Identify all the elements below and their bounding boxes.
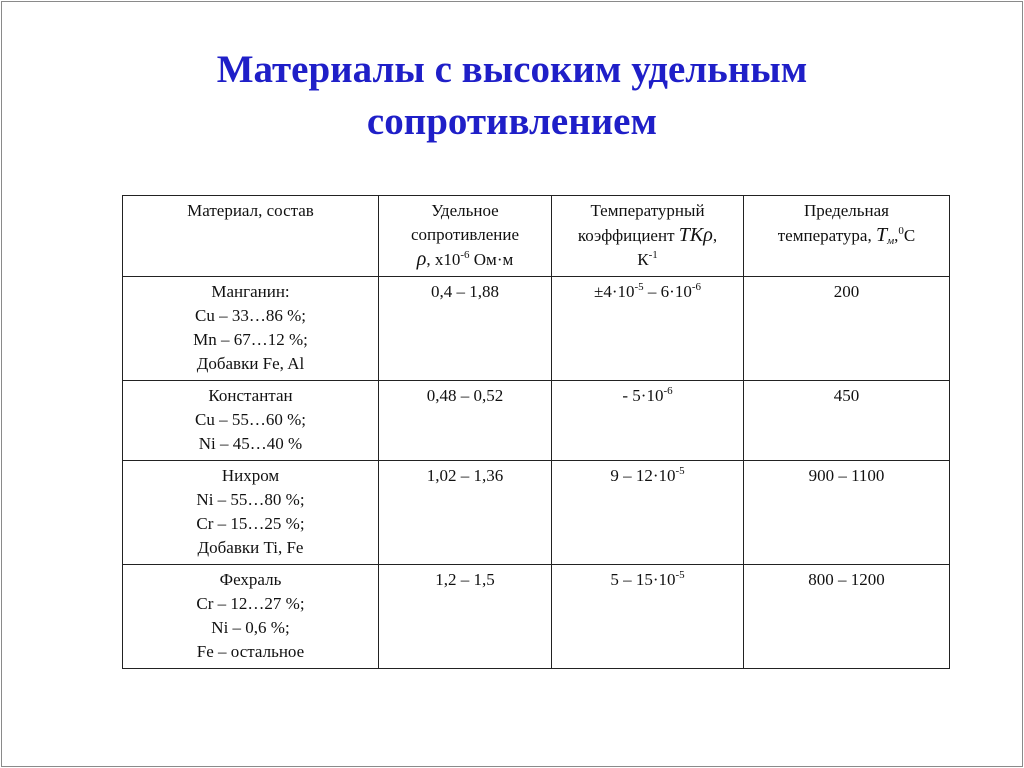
cell-line: [127, 304, 374, 328]
title-line-2: сопротивлением: [366, 100, 658, 143]
text: ,: [894, 226, 899, 245]
temp-coefficient-cell: [552, 461, 744, 565]
text: Фехраль: [219, 570, 282, 589]
header-resistivity-cell: [379, 196, 552, 277]
text: 1,2 – 1,5: [435, 570, 495, 589]
superscript: -5: [634, 281, 644, 293]
slide-title: [0, 44, 1024, 148]
text: - 5·10: [622, 386, 664, 405]
cell-line: [383, 464, 547, 488]
text: 1,02 – 1,36: [426, 466, 504, 485]
text: Удельное: [431, 201, 499, 220]
cell-line: [383, 568, 547, 592]
table-row: [123, 565, 950, 669]
cell-line: [127, 592, 374, 616]
header-max-temperature-cell: [744, 196, 950, 277]
text: Температурный: [590, 201, 705, 220]
resistivity-cell: [379, 381, 552, 461]
cell-line: [127, 488, 374, 512]
text: Ni – 55…80 %;: [196, 490, 305, 509]
table-header-row: [123, 196, 950, 277]
text: T: [875, 224, 888, 246]
max-temperature-cell: [744, 461, 950, 565]
text: С: [903, 226, 916, 245]
text: 450: [833, 386, 860, 405]
text: Mn – 67…12 %;: [193, 330, 308, 349]
temp-coefficient-cell: [552, 277, 744, 381]
cell-line: [127, 432, 374, 456]
material-cell: [123, 565, 379, 669]
material-cell: [123, 277, 379, 381]
text: ±4·10: [593, 282, 635, 301]
cell-line: [556, 199, 739, 223]
superscript: -6: [460, 249, 470, 261]
cell-line: [127, 328, 374, 352]
text: Fe – остальное: [196, 642, 305, 661]
text: Cr – 15…25 %;: [196, 514, 305, 533]
text: Манганин:: [211, 282, 290, 301]
title-line-1: Материалы с высоким удельным: [216, 48, 808, 91]
cell-line: [748, 223, 945, 248]
material-cell: [123, 461, 379, 565]
table-row: [123, 461, 950, 565]
text: коэффициент: [577, 226, 679, 245]
subscript: м: [887, 235, 895, 247]
text: 0,48 – 0,52: [426, 386, 504, 405]
materials-table: [122, 195, 950, 669]
text: сопротивление: [410, 225, 520, 244]
cell-line: [127, 199, 374, 223]
cell-line: [556, 568, 739, 592]
cell-line: [127, 616, 374, 640]
cell-line: [383, 384, 547, 408]
cell-line: [556, 280, 739, 304]
superscript: 0: [898, 225, 904, 237]
text: 200: [833, 282, 860, 301]
temp-coefficient-cell: [552, 565, 744, 669]
text: 5 – 15·10: [610, 570, 676, 589]
table-row: [123, 277, 950, 381]
superscript: -6: [663, 385, 673, 397]
text: Ом·м: [469, 250, 514, 269]
text: TKρ: [678, 224, 713, 246]
resistivity-cell: [379, 461, 552, 565]
cell-line: [383, 223, 547, 247]
text: 900 – 1100: [808, 466, 885, 485]
text: Предельная: [804, 201, 889, 220]
table-row: [123, 381, 950, 461]
text: Cu – 33…86 %;: [195, 306, 306, 325]
text: , x10: [426, 250, 461, 269]
text: Материал, состав: [187, 201, 314, 220]
superscript: -5: [675, 465, 685, 477]
cell-line: [748, 568, 945, 592]
header-material-cell: [123, 196, 379, 277]
superscript: -6: [691, 281, 701, 293]
max-temperature-cell: [744, 381, 950, 461]
cell-line: [383, 247, 547, 272]
cell-line: [556, 464, 739, 488]
text: 9 – 12·10: [610, 466, 676, 485]
text: 800 – 1200: [808, 570, 885, 589]
cell-line: [748, 384, 945, 408]
text: 0,4 – 1,88: [431, 282, 499, 301]
max-temperature-cell: [744, 277, 950, 381]
cell-line: [127, 352, 374, 376]
max-temperature-cell: [744, 565, 950, 669]
cell-line: [127, 384, 374, 408]
cell-line: [127, 640, 374, 664]
text: К: [637, 250, 649, 269]
cell-line: [556, 248, 739, 272]
text: Cu – 55…60 %;: [195, 410, 306, 429]
resistivity-cell: [379, 565, 552, 669]
text: Добавки Fe, Al: [196, 354, 305, 373]
cell-line: [748, 280, 945, 304]
superscript: -5: [675, 569, 685, 581]
text: Ni – 45…40 %: [198, 434, 303, 453]
cell-line: [127, 568, 374, 592]
text: Добавки Ti, Fe: [197, 538, 304, 557]
superscript: -1: [648, 249, 658, 261]
resistivity-cell: [379, 277, 552, 381]
cell-line: [127, 512, 374, 536]
cell-line: [383, 199, 547, 223]
cell-line: [748, 199, 945, 223]
cell-line: [127, 464, 374, 488]
text: ,: [712, 226, 718, 245]
cell-line: [127, 280, 374, 304]
text: Ni – 0,6 %;: [211, 618, 290, 637]
text: температура,: [777, 226, 876, 245]
cell-line: [556, 384, 739, 408]
material-cell: [123, 381, 379, 461]
temp-coefficient-cell: [552, 381, 744, 461]
text: Константан: [208, 386, 293, 405]
text: – 6·10: [643, 282, 692, 301]
text: Нихром: [221, 466, 280, 485]
header-temp-coefficient-cell: [552, 196, 744, 277]
text: Cr – 12…27 %;: [196, 594, 305, 613]
cell-line: [748, 464, 945, 488]
text: ρ: [416, 248, 427, 270]
cell-line: [127, 408, 374, 432]
cell-line: [383, 280, 547, 304]
cell-line: [556, 223, 739, 248]
cell-line: [127, 536, 374, 560]
